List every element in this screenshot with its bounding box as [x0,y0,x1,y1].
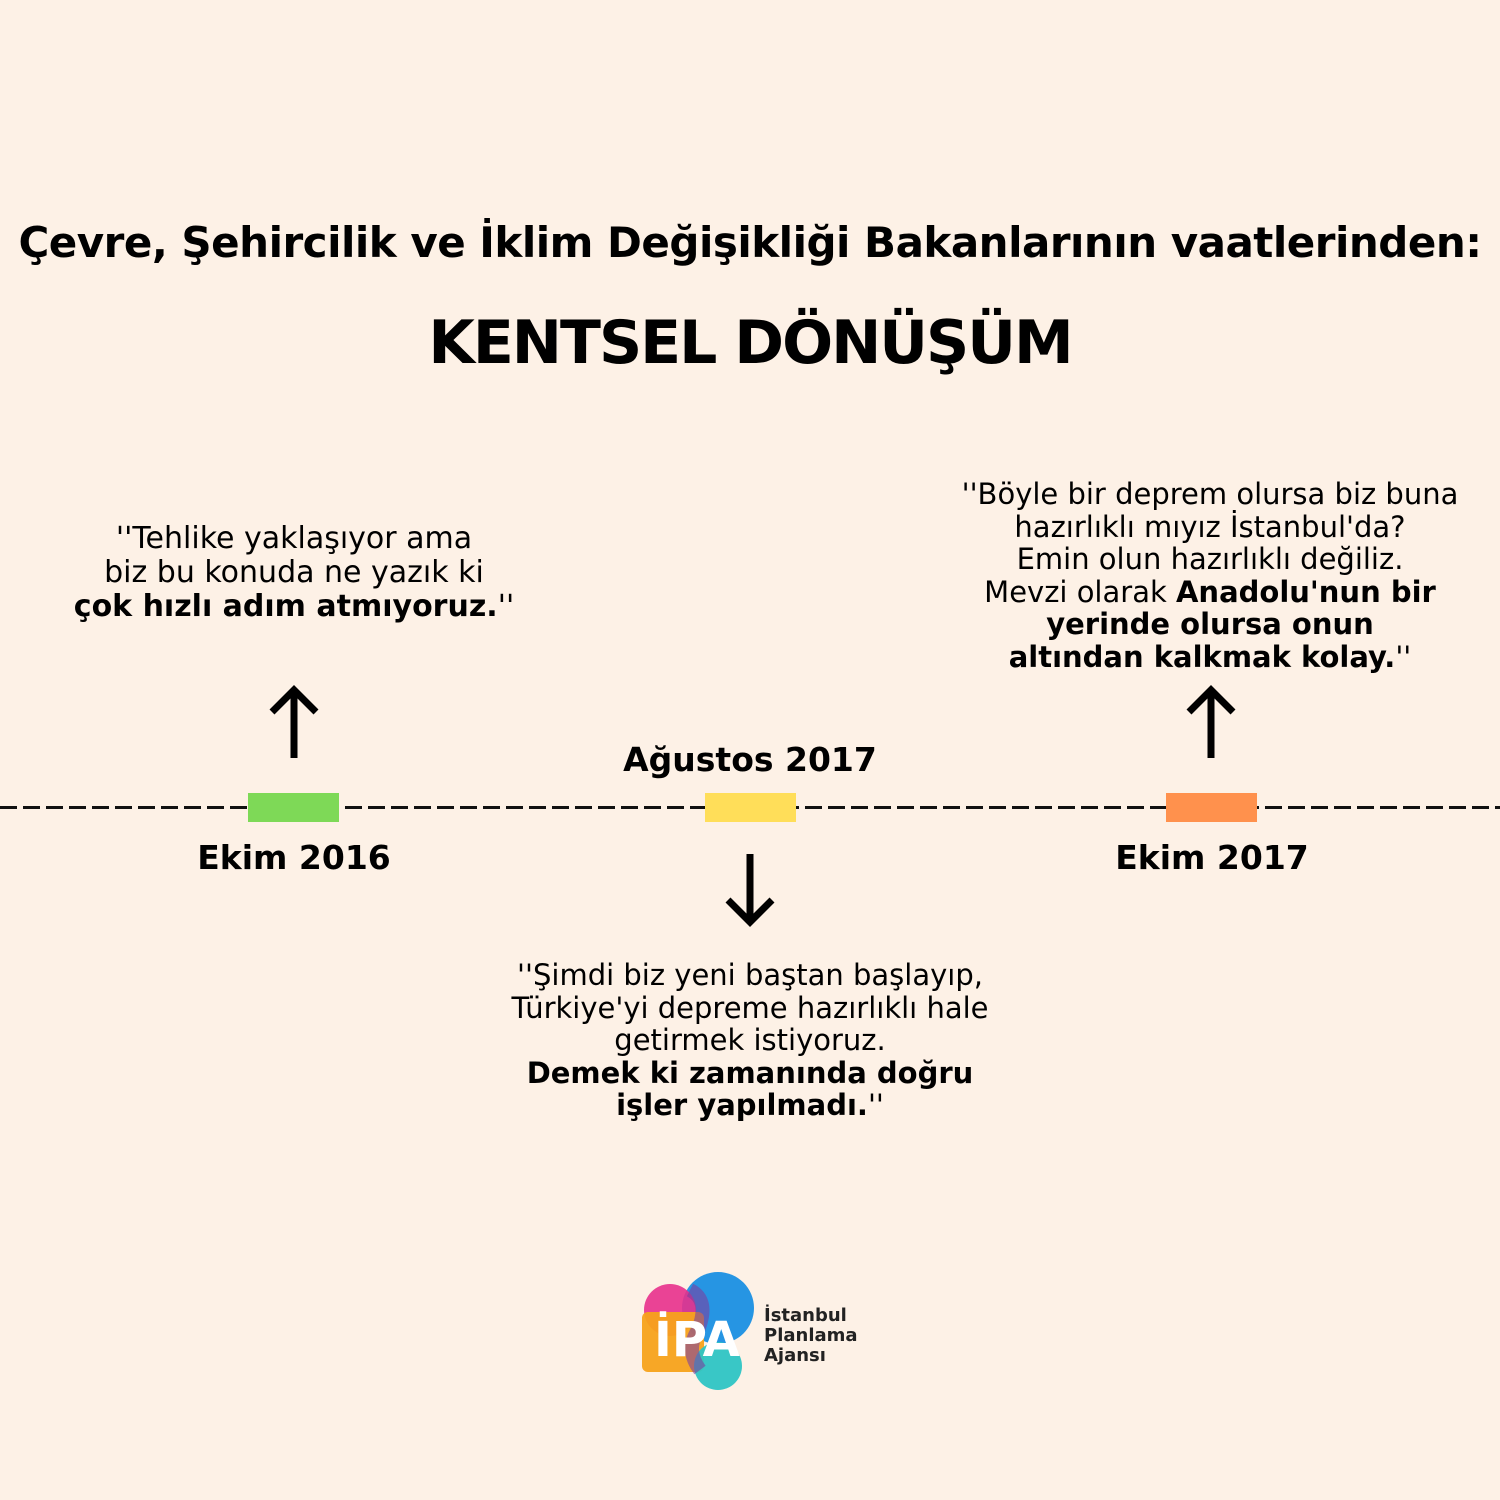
quote-ekim-2017 [920,478,1500,673]
quote-line: Emin olun hazırlıklı değiliz. [1016,542,1404,576]
ipa-logo-icon [640,1270,760,1392]
timeline-marker-agustos-2017 [705,793,796,822]
arrow-up-icon [264,682,324,762]
logo-line: Ajansı [764,1345,826,1366]
quote-close-mark: '' [1395,639,1412,674]
timeline-marker-ekim-2016 [248,793,339,822]
page-subtitle: Çevre, Şehircilik ve İklim Değişikliği Bakanlarının vaatlerinden: [18,218,1482,267]
arrow-up-icon [1181,682,1241,762]
arrow-down-icon [720,850,780,930]
quote-line: biz bu konuda ne yazık ki [104,555,484,590]
quote-line: getirmek istiyoruz. [614,1023,886,1057]
quote-line: hazırlıklı mıyız İstanbul'da? [1014,509,1406,544]
quote-line-bold [920,641,1500,674]
date-label-agustos-2017: Ağustos 2017 [623,740,877,779]
quote-line-bold: Demek ki zamanında doğru [526,1055,974,1090]
quote-line: ''Böyle bir deprem olursa biz buna [961,477,1459,511]
date-label-ekim-2017: Ekim 2017 [1115,838,1309,877]
quote-agustos-2017 [480,959,1020,1122]
quote-line-mixed [920,576,1500,609]
quote-bold-text: Anadolu'nun bir [1175,574,1436,609]
quote-line-bold [480,1089,1020,1122]
logo-line: İstanbul [764,1305,847,1326]
quote-plain-text: Mevzi olarak [984,574,1176,609]
quote-bold-text: altından kalkmak kolay. [1008,639,1396,674]
page-title: KENTSEL DÖNÜŞÜM [428,308,1072,378]
logo-line: Planlama [764,1325,858,1346]
date-label-ekim-2016: Ekim 2016 [197,838,391,877]
logo-mark-text: İPA [654,1312,740,1368]
quote-bold-text: çok hızlı adım atmıyoruz. [73,589,498,624]
quote-close-mark: '' [497,589,515,624]
quote-line: Türkiye'yi depreme hazırlıklı hale [511,990,989,1025]
quote-ekim-2016 [44,522,544,624]
quote-bold-text: işler yapılmadı. [616,1088,868,1122]
quote-close-mark: '' [867,1088,884,1122]
quote-line: ''Tehlike yaklaşıyor ama [115,521,473,556]
timeline-marker-ekim-2017 [1166,793,1257,822]
quote-line-bold [44,590,544,624]
quote-line-bold: yerinde olursa onun [1046,607,1374,641]
logo-text [764,1306,858,1366]
quote-line: ''Şimdi biz yeni baştan başlayıp, [517,958,983,992]
